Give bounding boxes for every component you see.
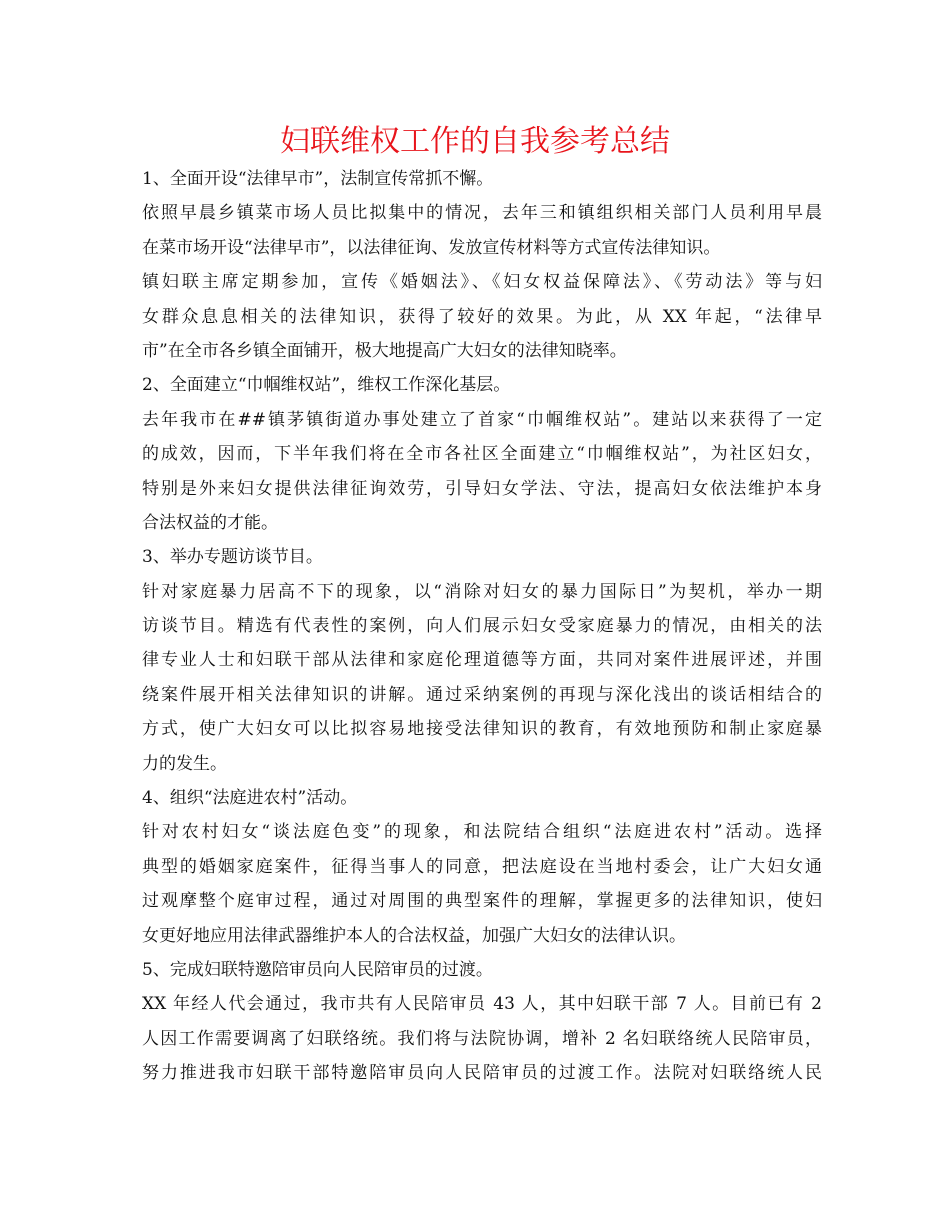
paragraph-line: 典型的婚姻家庭案件，征得当事人的同意，把法庭设在当地村委会，让广大妇女通 — [142, 856, 822, 877]
paragraph-line: 在菜市场开设“法律早市”，以法律征询、发放宣传材料等方式宣传法律知识。 — [142, 237, 721, 258]
paragraph-line: 绕案件展开相关法律知识的讲解。通过采纳案例的再现与深化浅出的谈话相结合的 — [142, 684, 822, 705]
paragraph-line: 努力推进我市妇联干部特邀陪审员向人民陪审员的过渡工作。法院对妇联络统人民 — [142, 1063, 822, 1084]
paragraph-line: 1、全面开设“法律早市”，法制宣传常抓不懈。 — [142, 169, 494, 189]
paragraph-line: 去年我市在##镇茅镇街道办事处建立了首家“巾帼维权站”。建站以来获得了一定 — [142, 409, 822, 430]
paragraph-line: 特别是外来妇女提供法律征询效劳，引导妇女学法、守法，提高妇女依法维护本身 — [142, 478, 822, 499]
paragraph-line: 女群众息息相关的法律知识，获得了较好的效果。为此，从 XX 年起，“法律早 — [142, 306, 822, 327]
paragraph-line: 针对农村妇女“谈法庭色变”的现象，和法院结合组织“法庭进农村”活动。选择 — [142, 822, 822, 843]
paragraph-line: 人因工作需要调离了妇联络统。我们将与法院协调，增补 2 名妇联络统人民陪审员， — [142, 1028, 822, 1049]
paragraph-line: 方式，使广大妇女可以比拟容易地接受法律知识的教育，有效地预防和制止家庭暴 — [142, 719, 822, 740]
paragraph-line: 镇妇联主席定期参加，宣传《婚姻法》、《妇女权益保障法》、《劳动法》等与妇 — [142, 272, 822, 293]
paragraph-line: 律专业人士和妇联干部从法律和家庭伦理道德等方面，共同对案件进展评述，并围 — [142, 650, 822, 671]
paragraph-line: 5、完成妇联特邀陪审员向人民陪审员的过渡。 — [142, 959, 493, 980]
document-body — [142, 162, 822, 1091]
paragraph-line: 市”在全市各乡镇全面铺开，极大地提高广大妇女的法律知晓率。 — [142, 340, 627, 361]
paragraph-line: 力的发生。 — [142, 753, 227, 774]
paragraph-line: 3、举办专题访谈节目。 — [142, 547, 323, 568]
paragraph-line: XX 年经人代会通过，我市共有人民陪审员 43 人，其中妇联干部 7 人。目前已有 2 — [142, 994, 822, 1015]
paragraph-line: 访谈节目。精选有代表性的案例，向人们展示妇女受家庭暴力的情况，由相关的法 — [142, 616, 822, 637]
paragraph-line: 女更好地应用法律武器维护本人的合法权益，加强广大妇女的法律认识。 — [142, 925, 686, 946]
document-title: 妇联维权工作的自我参考总结 — [280, 124, 670, 159]
paragraph-line: 的成效，因而，下半年我们将在全市各社区全面建立“巾帼维权站”，为社区妇女， — [142, 444, 822, 465]
paragraph-line: 4、组织“法庭进农村”活动。 — [142, 788, 358, 809]
paragraph-line: 过观摩整个庭审过程，通过对周围的典型案件的理解，掌握更多的法律知识，使妇 — [142, 891, 822, 912]
paragraph-line: 针对家庭暴力居高不下的现象，以“消除对妇女的暴力国际日”为契机，举办一期 — [142, 581, 822, 602]
paragraph-line: 2、全面建立“巾帼维权站”，维权工作深化基层。 — [142, 375, 511, 396]
paragraph-line: 合法权益的才能。 — [142, 512, 278, 533]
paragraph-line: 依照早晨乡镇菜市场人员比拟集中的情况，去年三和镇组织相关部门人员利用早晨 — [142, 203, 822, 224]
